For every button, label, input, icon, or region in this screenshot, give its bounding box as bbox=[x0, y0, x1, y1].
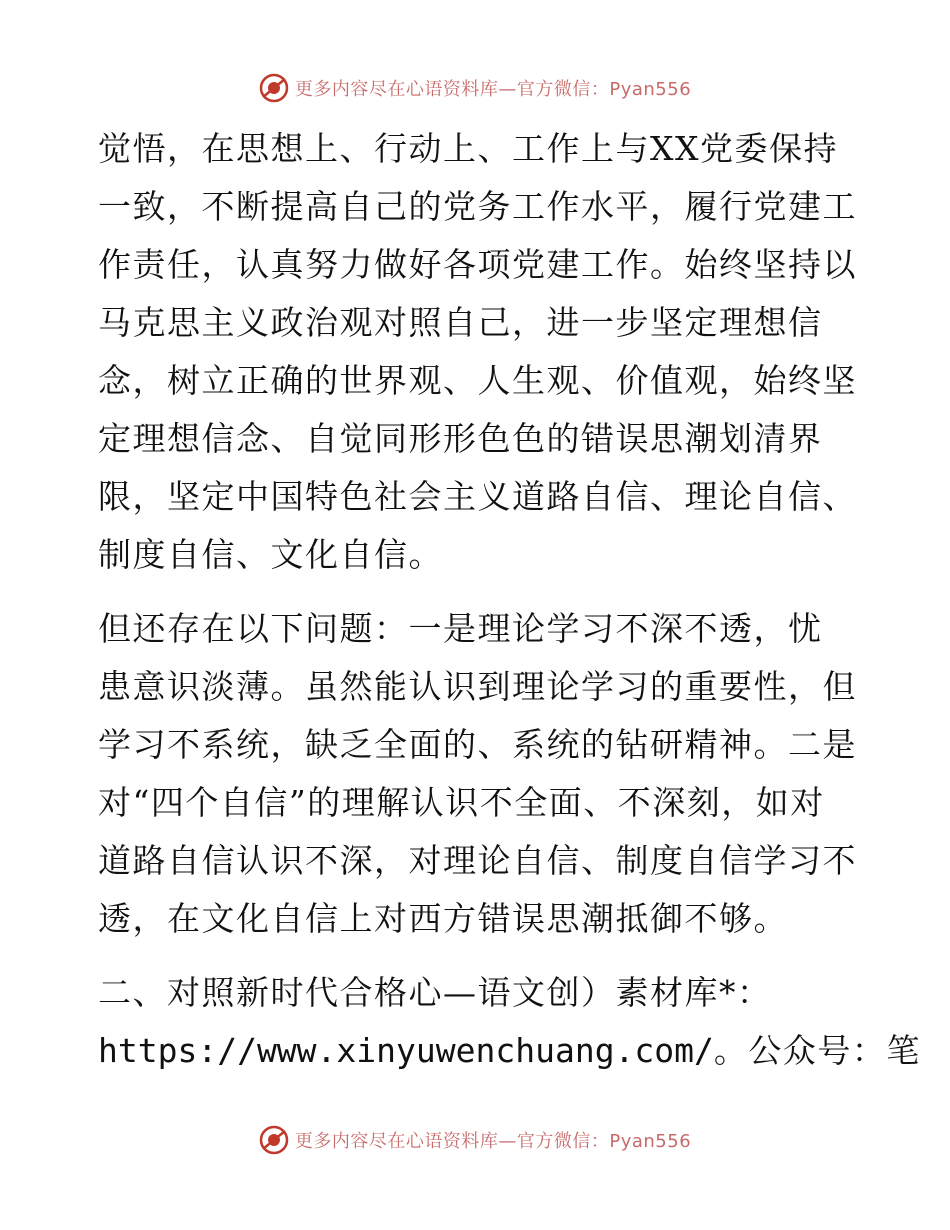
url-line bbox=[98, 1022, 921, 1080]
text-line: 患意识淡薄。虽然能认识到理论学习的重要性，但 bbox=[98, 667, 857, 706]
header-watermark-banner bbox=[0, 68, 950, 108]
text-line: 觉悟，在思想上、行动上、工作上与XX党委保持 bbox=[98, 129, 838, 168]
text-line: 透，在文化自信上对西方错误思潮抵御不够。 bbox=[98, 899, 788, 938]
paragraph-3 bbox=[98, 964, 921, 1080]
text-line: 一致，不断提高自己的党务工作水平，履行党建工 bbox=[98, 187, 857, 226]
paragraph-spacer bbox=[98, 948, 858, 964]
paragraph-1 bbox=[98, 120, 858, 584]
text-line: 作责任，认真努力做好各项党建工作。始终坚持以 bbox=[98, 245, 857, 284]
text-line: 念，树立正确的世界观、人生观、价值观，始终坚 bbox=[98, 361, 857, 400]
document-body bbox=[98, 120, 921, 1080]
footer-watermark-banner bbox=[0, 1120, 950, 1160]
paragraph-2 bbox=[98, 600, 858, 948]
text-fragment: 。公众号：笔 bbox=[713, 1031, 921, 1070]
text-line: 限，坚定中国特色社会主义道路自信、理论自信、 bbox=[98, 477, 857, 516]
text-line: 定理想信念、自觉同形形色色的错误思潮划清界 bbox=[98, 419, 823, 458]
text-line: 对“四个自信”的理解认识不全面、不深刻，如对 bbox=[98, 783, 825, 822]
text-line: 制度自信、文化自信。 bbox=[98, 535, 443, 574]
section-heading-line: 二、对照新时代合格心—语文创）素材库*： bbox=[98, 973, 772, 1012]
footer-watermark-text: 更多内容尽在心语资料库—官方微信：Pyan556 bbox=[294, 1131, 692, 1152]
text-line: 道路自信认识不深，对理论自信、制度自信学习不 bbox=[98, 841, 857, 880]
website-url[interactable]: https://www.xinyuwenchuang.com/ bbox=[98, 1031, 714, 1070]
red-seal-logo-icon bbox=[259, 73, 289, 103]
red-seal-logo-icon bbox=[259, 1125, 289, 1155]
text-line: 但还存在以下问题：一是理论学习不深不透，忧 bbox=[98, 609, 823, 648]
text-line: 学习不系统，缺乏全面的、系统的钻研精神。二是 bbox=[98, 725, 857, 764]
header-watermark-text: 更多内容尽在心语资料库—官方微信：Pyan556 bbox=[294, 79, 692, 100]
paragraph-spacer bbox=[98, 584, 858, 600]
text-line: 马克思主义政治观对照自己，进一步坚定理想信 bbox=[98, 303, 823, 342]
